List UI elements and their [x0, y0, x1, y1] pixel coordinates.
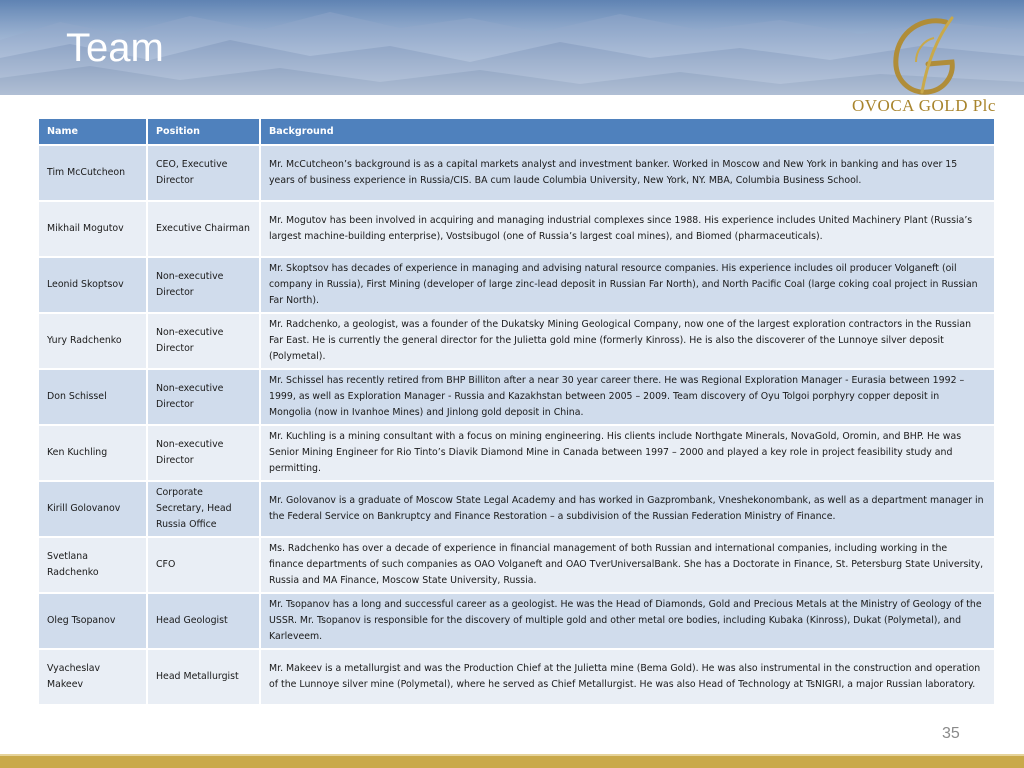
header-background: Background — [260, 119, 995, 145]
company-name-logo: OVOCA GOLD Plc — [852, 96, 996, 115]
cell-position: Non-executive Director — [147, 369, 260, 425]
cell-name: Svetlana Radchenko — [39, 537, 147, 593]
table-row — [39, 649, 995, 704]
cell-name: Oleg Tsopanov — [39, 593, 147, 649]
table-row — [39, 145, 995, 201]
bottom-gold-bar — [0, 756, 1024, 768]
cell-background: Ms. Radchenko has over a decade of experience in financial management of both Russian and international companies, including working in the finance departments of such companies as OAO Volganeft and OAO TverUniversalBank. She has a Doctorate in Finance, St. Petersburg State University, Russia and MA Finance, Moscow State University, Russia. — [260, 537, 995, 593]
cell-background: Mr. Schissel has recently retired from BHP Billiton after a near 30 year career there. He was Regional Exploration Manager - Eurasia between 1992 – 1999, as well as Exploration Manager - Russia and Kazakhstan between 2005 – 2009. Team discovery of Oyu Tolgoi porphyry copper deposit in Mongolia (now in Ivanhoe Mines) and Jinlong gold deposit in China. — [260, 369, 995, 425]
cell-name: Yury Radchenko — [39, 313, 147, 369]
slide-title: Team — [66, 26, 164, 70]
cell-name: Vyacheslav Makeev — [39, 649, 147, 704]
table-row — [39, 201, 995, 257]
cell-background: Mr. McCutcheon’s background is as a capital markets analyst and investment banker. Worked in Moscow and New York in banking and has over 15 years of business experience in Russia/CIS. BA cum laude Columbia University, New York, NY. MBA, Columbia Business School. — [260, 145, 995, 201]
table-row — [39, 369, 995, 425]
cell-background: Mr. Kuchling is a mining consultant with a focus on mining engineering. His clients include Northgate Minerals, NovaGold, Oromin, and BHP. He was Senior Mining Engineer for Rio Tinto’s Diavik Diamond Mine in Canada between 1997 – 2000 and played a key role in project feasibility study and permitting. — [260, 425, 995, 481]
cell-position: Non-executive Director — [147, 425, 260, 481]
table-row — [39, 593, 995, 649]
cell-position: Executive Chairman — [147, 201, 260, 257]
cell-name: Kirill Golovanov — [39, 481, 147, 537]
table-row — [39, 537, 995, 593]
cell-background: Mr. Tsopanov has a long and successful career as a geologist. He was the Head of Diamonds, Gold and Precious Metals at the Ministry of Geology of the USSR. Mr. Tsopanov is responsible for the discovery of multiple gold and other metal ore bodies, including Kubaka (Kinross), Dukat (Polymetal), and Karleveem. — [260, 593, 995, 649]
cell-position: CEO, Executive Director — [147, 145, 260, 201]
cell-background: Mr. Radchenko, a geologist, was a founder of the Dukatsky Mining Geological Company, now one of the largest exploration contractors in the Russian Far East. He is currently the general director for the Julietta gold mine (formerly Kinross). He is also the discoverer of the Lunnoye silver deposit (Polymetal). — [260, 313, 995, 369]
header-name: Name — [39, 119, 147, 145]
cell-background: Mr. Mogutov has been involved in acquiring and managing industrial complexes since 1988. His experience includes United Machinery Plant (Russia’s largest machine-building enterprise), Vostsibugol (one of Russia’s largest coal mines), and Biomed (pharmaceuticals). — [260, 201, 995, 257]
table-row — [39, 313, 995, 369]
cell-position: Corporate Secretary, Head Russia Office — [147, 481, 260, 537]
table-row — [39, 257, 995, 313]
cell-position: CFO — [147, 537, 260, 593]
cell-background: Mr. Makeev is a metallurgist and was the Production Chief at the Julietta mine (Bema Gold). He was also instrumental in the construction and operation of the Lunnoye silver mine (Polymetal), where he served as Chief Metallurgist. He was also Head of Technology at TsNIGRI, a major Russian laboratory. — [260, 649, 995, 704]
page-number: 35 — [942, 725, 960, 742]
cell-name: Don Schissel — [39, 369, 147, 425]
table-row — [39, 481, 995, 537]
table-header-row — [39, 119, 995, 145]
cell-name: Leonid Skoptsov — [39, 257, 147, 313]
cell-name: Tim McCutcheon — [39, 145, 147, 201]
cell-name: Mikhail Mogutov — [39, 201, 147, 257]
cell-position: Head Metallurgist — [147, 649, 260, 704]
cell-position: Non-executive Director — [147, 313, 260, 369]
cell-background: Mr. Skoptsov has decades of experience in managing and advising natural resource companies. His experience includes oil producer Volganeft (oil company in Russia), First Mining (developer of large zinc-lead deposit in Russian Far North), and North Pacific Coal (large coking coal project in Russian Far North). — [260, 257, 995, 313]
team-table — [39, 119, 996, 704]
header-position: Position — [147, 119, 260, 145]
cell-background: Mr. Golovanov is a graduate of Moscow State Legal Academy and has worked in Gazprombank, Vneshekonombank, as well as a department manager in the Federal Service on Bankruptcy and Finance Restoration – a subdivision of the Russian Federation Ministry of Finance. — [260, 481, 995, 537]
table-row — [39, 425, 995, 481]
cell-position: Head Geologist — [147, 593, 260, 649]
cell-name: Ken Kuchling — [39, 425, 147, 481]
ovoca-g-logo-icon — [888, 14, 968, 98]
cell-position: Non-executive Director — [147, 257, 260, 313]
